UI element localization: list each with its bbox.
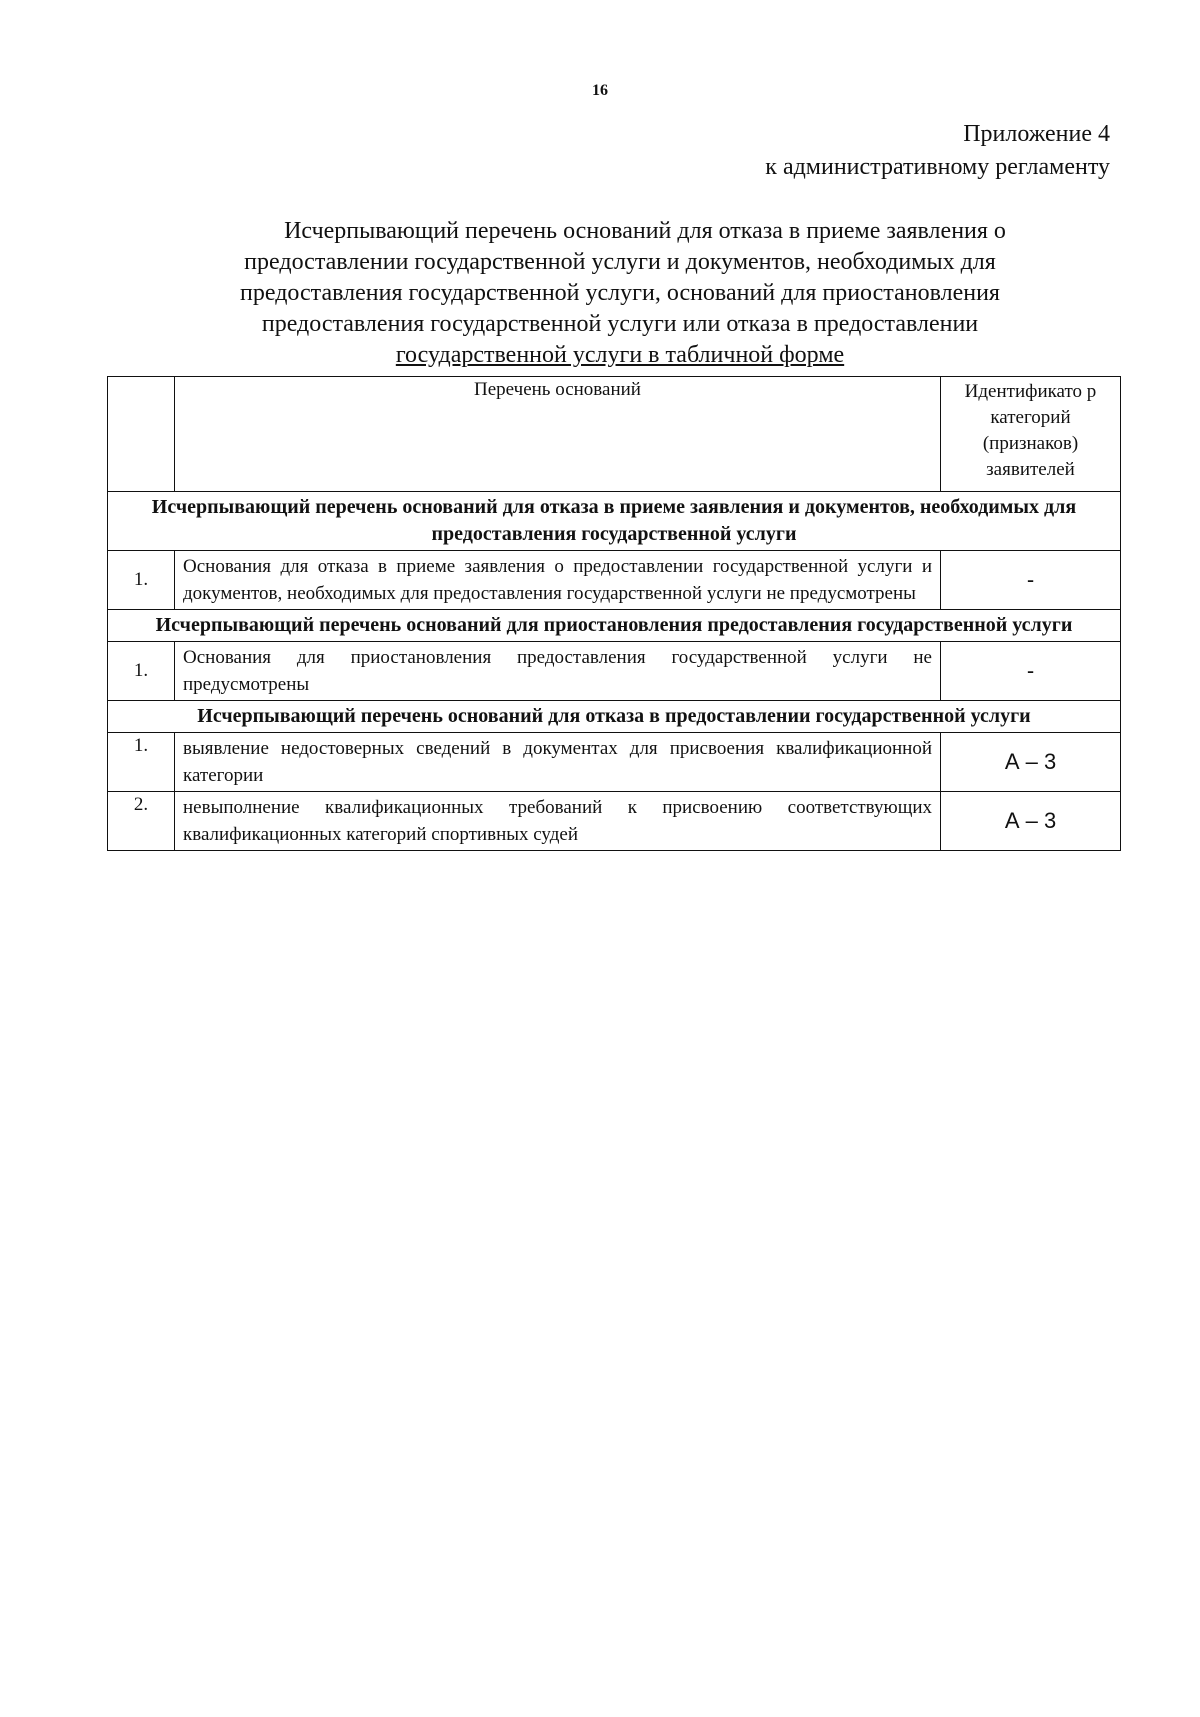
title-line-4: предоставления государственной услуги или отказа в предоставлении bbox=[261, 311, 979, 337]
row-identifier: А – 3 bbox=[941, 792, 1121, 851]
grounds-table bbox=[107, 376, 1121, 851]
section-title-row bbox=[108, 610, 1121, 642]
row-number: 2. bbox=[108, 792, 175, 851]
table-row bbox=[108, 642, 1121, 701]
title-line-2: предоставлении государственной услуги и документов, необходимых для bbox=[244, 249, 996, 275]
appendix-label: Приложение 4 bbox=[963, 121, 1110, 147]
row-number: 1. bbox=[108, 642, 175, 701]
page-number: 16 bbox=[592, 82, 608, 99]
header-grounds-cell: Перечень оснований bbox=[175, 377, 941, 492]
header-identifier-cell: Идентификато р категорий (признаков) заявителей bbox=[941, 377, 1121, 492]
row-text: выявление недостоверных сведений в документах для присвоения квалификационной категории bbox=[175, 733, 941, 792]
section-title-row bbox=[108, 701, 1121, 733]
row-number: 1. bbox=[108, 551, 175, 610]
table-row bbox=[108, 733, 1121, 792]
section-title: Исчерпывающий перечень оснований для отказа в предоставлении государственной услуги bbox=[108, 701, 1121, 733]
row-text: Основания для приостановления предоставления государственной услуги не предусмотрены bbox=[175, 642, 941, 701]
title-line-5: государственной услуги в табличной форме bbox=[395, 342, 845, 368]
section-title: Исчерпывающий перечень оснований для отказа в приеме заявления и документов, необходимых для предоставления государственной услуги bbox=[108, 492, 1121, 551]
row-number: 1. bbox=[108, 733, 175, 792]
row-identifier: А – 3 bbox=[941, 733, 1121, 792]
table-row bbox=[108, 792, 1121, 851]
header-number-cell bbox=[108, 377, 175, 492]
section-title: Исчерпывающий перечень оснований для приостановления предоставления государственной услуги bbox=[108, 610, 1121, 642]
table-header-row bbox=[108, 377, 1121, 492]
appendix-regulation: к административному регламенту bbox=[765, 154, 1110, 180]
row-text: невыполнение квалификационных требований к присвоению соответствующих квалификационных категорий спортивных судей bbox=[175, 792, 941, 851]
table-row bbox=[108, 551, 1121, 610]
row-identifier: - bbox=[941, 551, 1121, 610]
document-title bbox=[150, 216, 1090, 371]
row-identifier: - bbox=[941, 642, 1121, 701]
section-title-row bbox=[108, 492, 1121, 551]
title-line-1: Исчерпывающий перечень оснований для отказа в приеме заявления о bbox=[284, 218, 1006, 244]
title-line-3: предоставления государственной услуги, оснований для приостановления bbox=[240, 280, 1000, 306]
appendix-reference bbox=[765, 118, 1110, 184]
row-text: Основания для отказа в приеме заявления о предоставлении государственной услуги и документов, необходимых для предоставления государственной услуги не предусмотрены bbox=[175, 551, 941, 610]
